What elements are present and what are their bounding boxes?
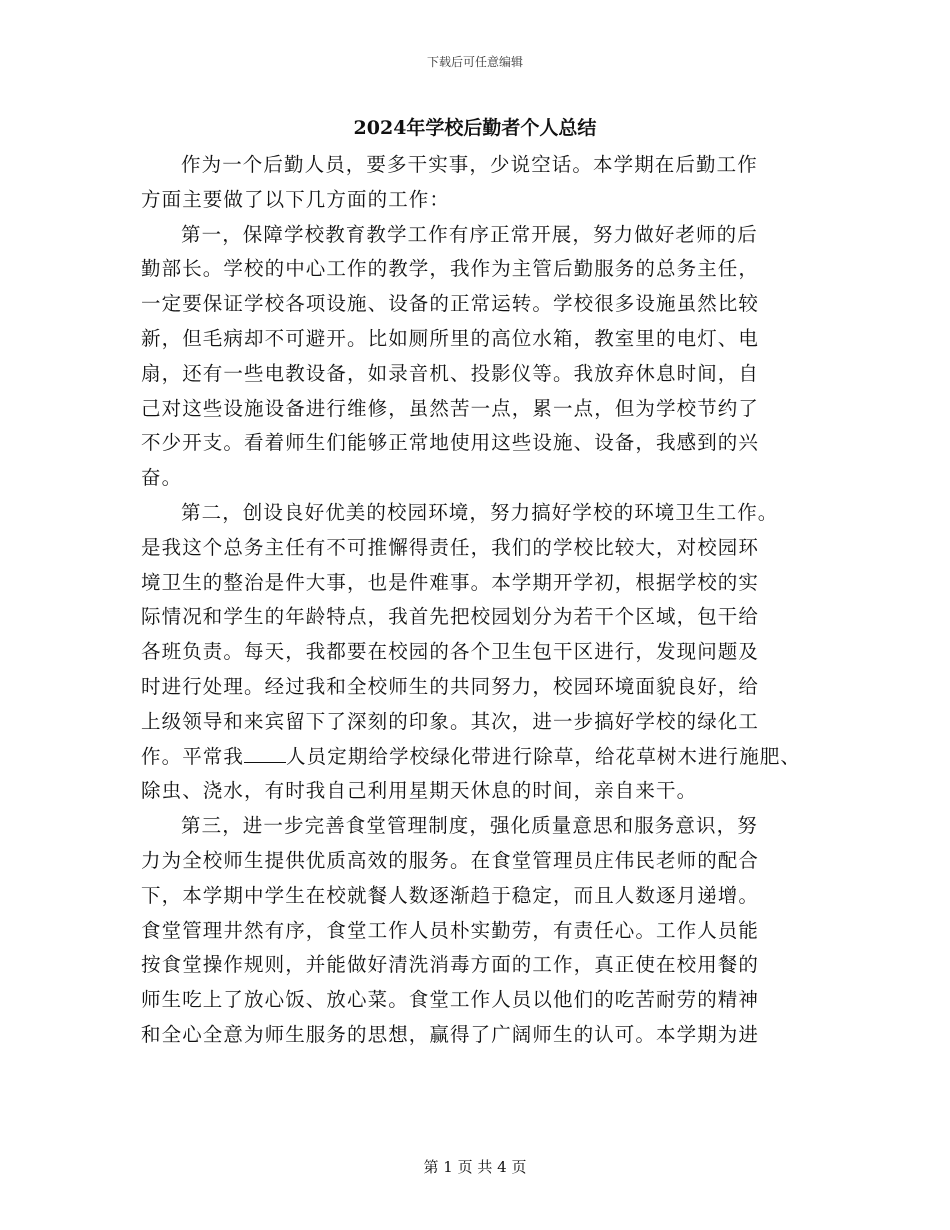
document-title: 2024年学校后勤者个人总结 [353,117,597,139]
text-line [141,218,817,253]
text-line-content: 新，但毛病却不可避开。比如厕所里的高位水箱，教室里的电灯、电 [141,326,760,350]
text-line-content: 扇，还有一些电教设备，如录音机、投影仪等。我放弃休息时间，自 [141,361,760,385]
text-line [141,879,817,914]
page-footer: 第 1 页 共 4 页 [423,1158,527,1176]
fill-in-blank [244,744,286,763]
text-line [141,461,817,496]
text-line-content: 下，本学期中学生在校就餐人数逐渐趋于稳定，而且人数逐月递增。 [141,883,760,907]
text-line [141,635,817,670]
text-line-content: 勤部长。学校的中心工作的教学，我作为主管后勤服务的总务主任， [141,257,760,281]
text-line [141,392,817,427]
text-line-content: 第三，进一步完善食堂管理制度，强化质量意思和服务意识，努 [181,814,758,838]
text-line [141,252,817,287]
text-line-content: 上级领导和来宾留下了深刻的印象。其次，进一步搞好学校的绿化工 [141,709,760,733]
text-line [141,670,817,705]
text-line [141,600,817,635]
text-line [141,1018,817,1053]
text-line-content: 境卫生的整治是件大事，也是件难事。本学期开学初，根据学校的实 [141,570,760,594]
text-line-content: 时进行处理。经过我和全校师生的共同努力，校园环境面貌良好，给 [141,674,760,698]
text-line [141,705,817,740]
text-line [141,566,817,601]
text-line [141,531,817,566]
text-line-content: 师生吃上了放心饭、放心菜。食堂工作人员以他们的吃苦耐劳的精神 [141,988,760,1012]
text-line [141,983,817,1018]
text-line-content: 方面主要做了以下几方面的工作： [141,187,451,211]
text-line-content: 是我这个总务主任有不可推懈得责任，我们的学校比较大，对校园环 [141,535,760,559]
text-line-content: 一定要保证学校各项设施、设备的正常运转。学校很多设施虽然比较 [141,292,760,316]
document-body [141,148,817,1053]
text-line-content: 作。平常我 [141,744,245,768]
text-line-content: 作为一个后勤人员，要多干实事，少说空话。本学期在后勤工作 [181,153,758,176]
text-line-content: 第一，保障学校教育教学工作有序正常开展，努力做好老师的后 [181,222,758,246]
text-line-content: 按食堂操作规则，并能做好清洗消毒方面的工作，真正使在校用餐的 [141,953,760,977]
text-line-content: 不少开支。看着师生们能够正常地使用这些设施、设备，我感到的兴 [141,431,760,455]
text-line [141,844,817,879]
text-line-content: 力为全校师生提供优质高效的服务。在食堂管理员庄伟民老师的配合 [141,848,760,872]
text-line [141,914,817,949]
text-line-content: 食堂管理井然有序，食堂工作人员朴实勤劳，有责任心。工作人员能 [141,918,760,942]
text-line-content: 除虫、浇水，有时我自己利用星期天休息的时间，亲自来干。 [141,779,698,803]
text-line-content: 奋。 [141,466,183,490]
text-line-content: 己对这些设施设备进行维修，虽然苦一点，累一点，但为学校节约了 [141,396,760,420]
text-line [141,496,817,531]
text-line [141,183,817,218]
page-header-note: 下载后可任意编辑 [426,55,523,69]
text-line [141,357,817,392]
text-line-content: 各班负责。每天，我都要在校园的各个卫生包干区进行，发现问题及 [141,640,760,664]
text-line-content: 第二，创设良好优美的校园环境，努力搞好学校的环境卫生工作。 [181,500,779,524]
text-line [141,948,817,983]
text-line [141,148,817,183]
text-line [141,774,817,809]
text-line-content: 际情况和学生的年龄特点，我首先把校园划分为若干个区域，包干给 [141,605,760,629]
text-line [141,287,817,322]
text-line [141,809,817,844]
text-line-continuation: 人员定期给学校绿化带进行除草，给花草树木进行施肥、 [286,744,802,768]
text-line-content: 和全心全意为师生服务的思想，赢得了广阔师生的认可。本学期为进 [141,1022,760,1046]
text-line [141,322,817,357]
text-line [141,426,817,461]
text-line [141,740,817,775]
